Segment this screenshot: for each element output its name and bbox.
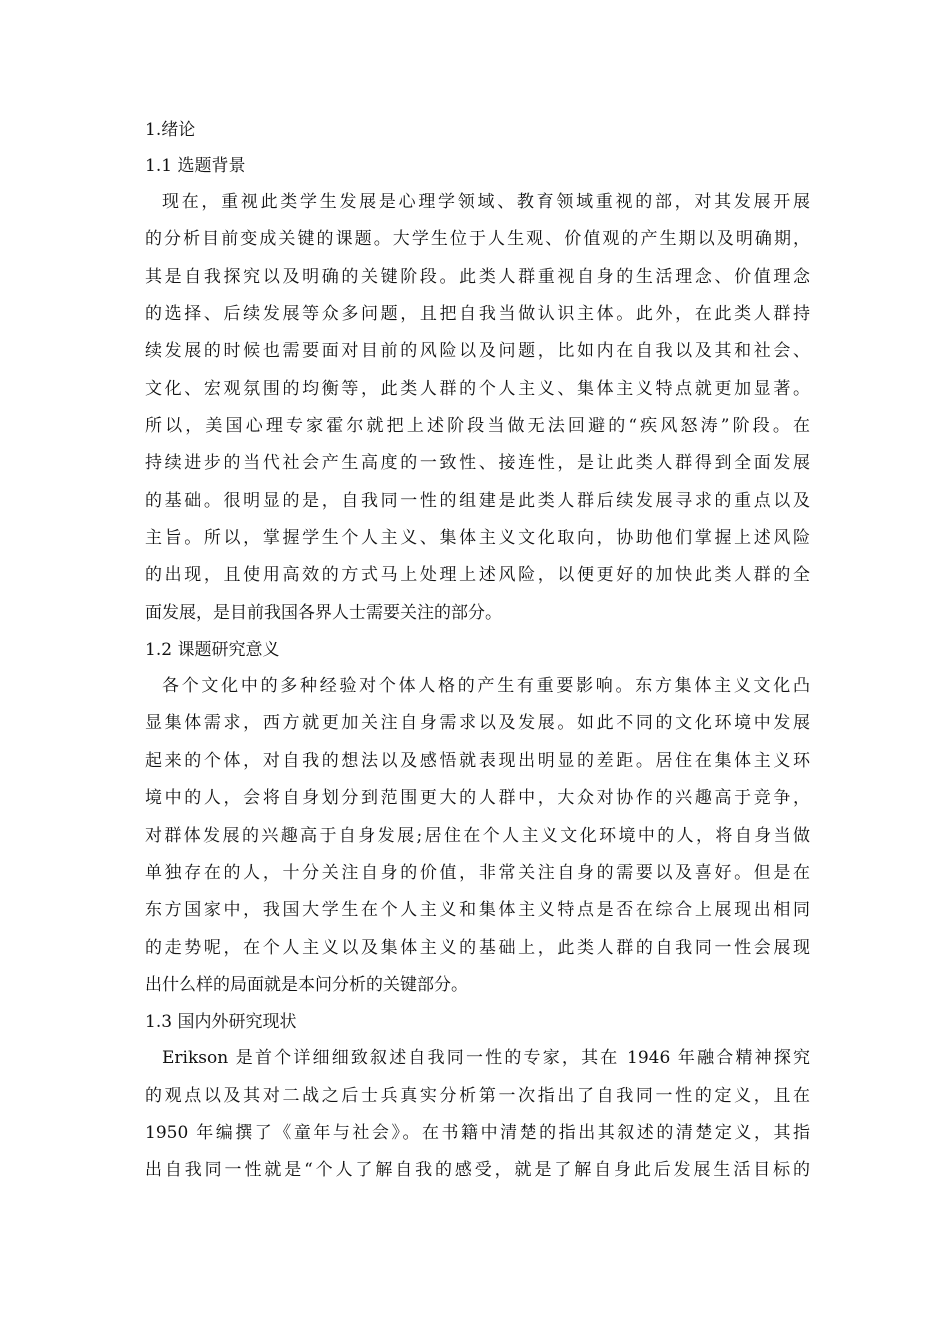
text-line: Erikson 是首个详细细致叙述自我同一性的专家，其在 1946 年融合精神探究 xyxy=(162,1048,810,1069)
paragraph-background xyxy=(145,184,810,632)
text-line: 对群体发展的兴趣高于自身发展;居住在个人主义文化环境中的人，将自身当做 xyxy=(145,825,810,846)
text-line: 面发展，是目前我国各界人士需要关注的部分。 xyxy=(145,602,502,623)
text-line: 1950 年编撰了《童年与社会》。在书籍中清楚的指出其叙述的清楚定义，其指 xyxy=(145,1122,810,1143)
text-line: 各个文化中的多种经验对个体人格的产生有重要影响。东方集体主义文化凸 xyxy=(162,676,810,697)
text-line: 境中的人，会将自身划分到范围更大的人群中，大众对协作的兴趣高于竞争， xyxy=(145,788,810,809)
text-line: 起来的个体，对自我的想法以及感悟就表现出明显的差距。居住在集体主义环 xyxy=(145,750,810,771)
text-line: 出什么样的局面就是本问分析的关键部分。 xyxy=(145,974,468,995)
text-line: 文化、宏观氛围的均衡等，此类人群的个人主义、集体主义特点就更加显著。 xyxy=(145,378,810,399)
paragraph-research-status xyxy=(145,1040,810,1189)
text-line: 续发展的时候也需要面对目前的风险以及问题，比如内在自我以及其和社会、 xyxy=(145,341,810,362)
text-line: 单独存在的人，十分关注自身的价值，非常关注自身的需要以及喜好。但是在 xyxy=(145,862,810,883)
text-line: 所以，美国心理专家霍尔就把上述阶段当做无法回避的“疾风怒涛”阶段。在 xyxy=(145,416,810,437)
text-line: 的选择、后续发展等众多问题，且把自我当做认识主体。此外，在此类人群持 xyxy=(145,304,810,325)
text-line: 持续进步的当代社会产生高度的一致性、接连性，是让此类人群得到全面发展 xyxy=(145,453,810,474)
text-line: 东方国家中，我国大学生在个人主义和集体主义特点是否在综合上展现出相同 xyxy=(145,900,810,921)
text-line: 的观点以及其对二战之后士兵真实分析第一次指出了自我同一性的定义，且在 xyxy=(145,1085,810,1106)
text-line: 的基础。很明显的是，自我同一性的组建是此类人群后续发展寻求的重点以及 xyxy=(145,490,810,511)
section-heading-research-status: 1.3 国内外研究现状 xyxy=(145,1012,297,1033)
text-line: 现在，重视此类学生发展是心理学领域、教育领域重视的部，对其发展开展 xyxy=(162,192,810,212)
section-heading-significance: 1.2 课题研究意义 xyxy=(145,640,280,661)
text-line: 其是自我探究以及明确的关键阶段。此类人群重视自身的生活理念、价值理念 xyxy=(145,266,810,287)
text-line: 的分析目前变成关键的课题。大学生位于人生观、价值观的产生期以及明确期， xyxy=(145,229,810,250)
document-body xyxy=(145,112,810,1190)
section-heading-background: 1.1 选题背景 xyxy=(145,156,246,176)
text-line: 的走势呢，在个人主义以及集体主义的基础上，此类人群的自我同一性会展现 xyxy=(145,937,810,958)
paragraph-significance xyxy=(145,668,810,1004)
text-line: 的出现，且使用高效的方式马上处理上述风险，以便更好的加快此类人群的全 xyxy=(145,565,810,586)
text-line: 主旨。所以，掌握学生个人主义、集体主义文化取向，协助他们掌握上述风险 xyxy=(145,528,810,549)
text-line: 出自我同一性就是“个人了解自我的感受，就是了解自身此后发展生活目标的 xyxy=(145,1160,810,1181)
chapter-heading: 1.绪论 xyxy=(145,120,196,140)
text-line: 显集体需求，西方就更加关注自身需求以及发展。如此不同的文化环境中发展 xyxy=(145,713,810,734)
